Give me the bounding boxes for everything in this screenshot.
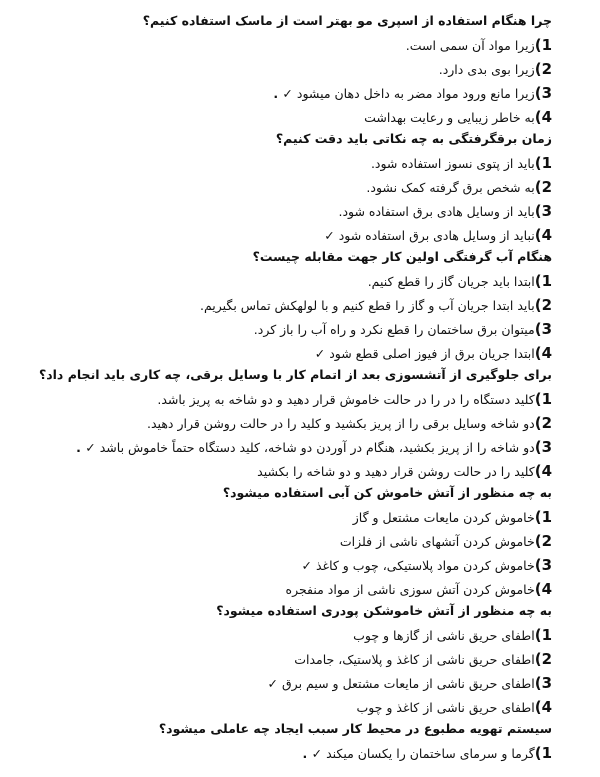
option-number: 1) (534, 744, 552, 762)
option-text: خاموش کردن مایعات مشتعل و گاز (352, 510, 535, 525)
option-number: 3) (534, 556, 552, 574)
answer-option (0, 224, 552, 246)
question-text: چرا هنگام استفاده از اسپری مو بهتر است از ماسک استفاده کنیم؟ (142, 13, 552, 28)
option-text: اطفای حریق ناشی از مایعات مشتعل و سیم برق (281, 676, 535, 691)
answer-option (0, 554, 552, 576)
option-number: 2) (534, 532, 552, 550)
answer-option (0, 506, 552, 528)
check-mark-icon: ✓ (324, 228, 335, 243)
option-text: میتوان برق ساختمان را قطع نکرد و راه آب را باز کرد. (253, 322, 535, 337)
option-number: 2) (534, 414, 552, 432)
option-text: به خاطر زیبایی و رعایت بهداشت (364, 110, 535, 125)
answer-option (0, 106, 552, 128)
option-text: زیرا بوی بدی دارد. (438, 62, 535, 77)
option-text: نباید از وسایل هادی برق استفاده شود (338, 228, 535, 243)
option-text: خاموش کردن مواد پلاستیکی، چوب و کاغذ (315, 558, 535, 573)
answer-option (0, 530, 552, 552)
option-text: اطفای حریق ناشی از کاغذ و چوب (356, 700, 535, 715)
answer-option (0, 696, 552, 718)
option-text: دو شاخه را از پریز بکشید، هنگام در آوردن دو شاخه، کلید دستگاه حتماً خاموش باشد (99, 440, 535, 455)
question-text: به چه منظور از آتش خاموش کن آبی استفاده میشود؟ (222, 485, 552, 500)
question-text: برای جلوگیری از آتشسوزی بعد از اتمام کار با وسایل برقی، چه کاری باید انجام داد؟ (38, 367, 552, 382)
answer-option (0, 176, 552, 198)
option-number: 3) (534, 320, 552, 338)
answer-option (0, 270, 552, 292)
check-mark-icon: ✓ (267, 676, 278, 691)
option-number: 1) (534, 272, 552, 290)
answer-option (0, 578, 552, 600)
option-number: 4) (534, 108, 552, 126)
option-text: کلید دستگاه را در را در حالت خاموش قرار دهید و دو شاخه به پریز باشد. (157, 392, 535, 407)
question-text: هنگام آب گرفتگی اولین کار جهت مقابله چیست؟ (252, 249, 552, 264)
answer-option (0, 436, 552, 458)
option-number: 1) (534, 154, 552, 172)
option-text: اطفای حریق ناشی از گازها و چوب (353, 628, 535, 643)
option-number: 2) (534, 650, 552, 668)
option-number: 1) (534, 508, 552, 526)
check-mark-icon: ✓ . (273, 86, 293, 101)
option-number: 2) (534, 296, 552, 314)
option-number: 4) (534, 344, 552, 362)
option-text: باید از پتوی نسوز استفاده شود. (370, 156, 535, 171)
option-number: 4) (534, 226, 552, 244)
question-text: زمان برقگرفتگی به چه نکاتی باید دقت کنیم؟ (275, 131, 552, 146)
option-text: خاموش کردن آتشهای ناشی از فلزات (339, 534, 535, 549)
option-number: 4) (534, 698, 552, 716)
answer-option (0, 648, 552, 670)
option-text: زیرا مانع ورود مواد مضر به داخل دهان میشود (296, 86, 535, 101)
answer-option (0, 388, 552, 410)
check-mark-icon: ✓ . (302, 746, 323, 761)
answer-option (0, 58, 552, 80)
option-number: 3) (534, 438, 552, 456)
check-mark-icon: ✓ (301, 558, 312, 573)
option-text: دو شاخه وسایل برقی را از پریز بکشید و کلید را در حالت روشن قرار دهید. (147, 416, 535, 431)
answer-option (0, 342, 552, 364)
option-text: باید ابتدا جریان آب و گاز را قطع کنیم و با لولهکش تماس بگیریم. (199, 298, 535, 313)
answer-option (0, 34, 552, 56)
option-text: خاموش کردن آتش سوزی ناشی از مواد منفجره (285, 582, 535, 597)
option-number: 3) (534, 674, 552, 692)
option-number: 1) (534, 36, 552, 54)
answer-option (0, 294, 552, 316)
option-number: 3) (534, 84, 552, 102)
option-number: 3) (534, 202, 552, 220)
option-number: 2) (534, 178, 552, 196)
answer-option (0, 152, 552, 174)
answer-option (0, 742, 552, 764)
option-text: به شخص برق گرفته کمک نشود. (366, 180, 535, 195)
answer-option (0, 82, 552, 104)
answer-option (0, 672, 552, 694)
answer-option (0, 412, 552, 434)
question-text: سیستم تهویه مطبوع در محیط کار سبب ایجاد چه عاملی میشود؟ (158, 721, 552, 736)
question-text: به چه منظور از آتش خاموشکن پودری استفاده میشود؟ (216, 603, 552, 618)
option-number: 4) (534, 580, 552, 598)
option-number: 1) (534, 626, 552, 644)
answer-option (0, 460, 552, 482)
answer-option (0, 200, 552, 222)
option-text: باید از وسایل هادی برق استفاده شود. (338, 204, 535, 219)
option-text: اطفای حریق ناشی از کاغذ و پلاستیک، جامدات (294, 652, 535, 667)
check-mark-icon: ✓ (314, 346, 326, 361)
option-text: ابتدا باید جریان گاز را قطع کنیم. (367, 274, 535, 289)
option-number: 1) (534, 390, 552, 408)
option-number: 2) (534, 60, 552, 78)
option-text: کلید را در حالت روشن قرار دهید و دو شاخه را بکشید (257, 464, 535, 479)
check-mark-icon: ✓ . (76, 440, 96, 455)
answer-option (0, 318, 552, 340)
option-text: ابتدا جریان برق از فیوز اصلی قطع شود (329, 346, 535, 361)
option-number: 4) (534, 462, 552, 480)
option-text: زیرا مواد آن سمی است. (405, 38, 535, 53)
answer-option (0, 624, 552, 646)
option-text: گرما و سرمای ساختمان را یکسان میکند (326, 746, 535, 761)
